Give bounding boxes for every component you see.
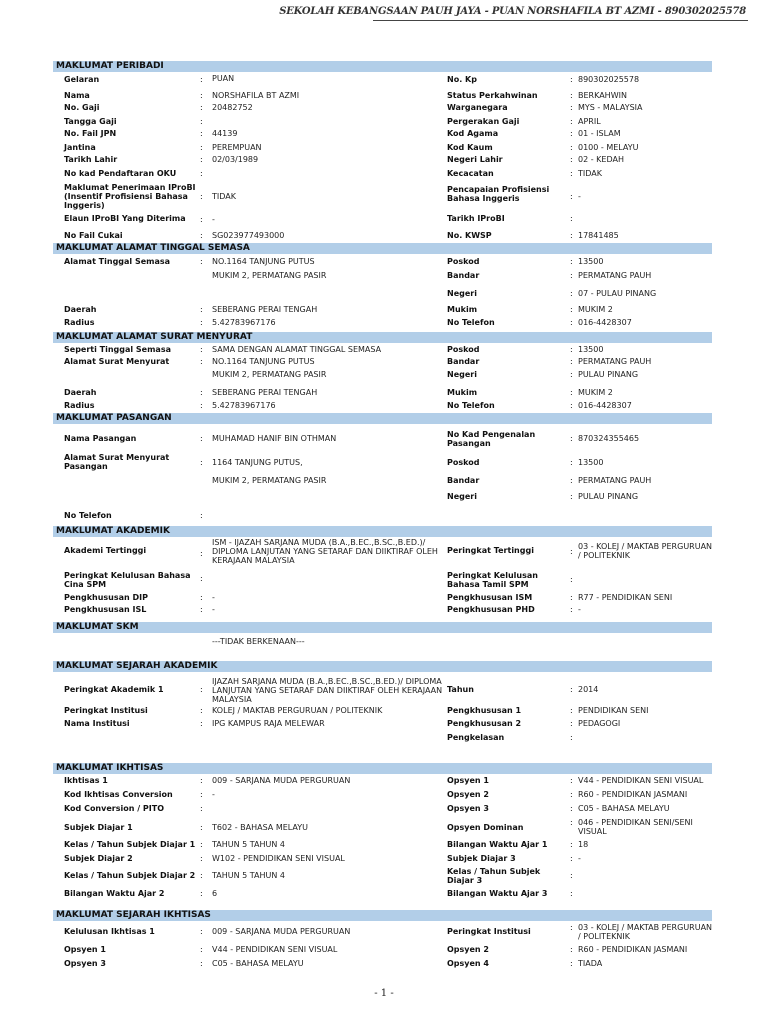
field-label-opsyen-2: Opsyen 2 [447, 945, 489, 954]
section-ikhtisas: MAKLUMAT IKHTISAS [53, 763, 712, 774]
field-label-bandar: Bandar [447, 357, 480, 366]
field-colon: : [200, 776, 203, 785]
field-value-bandar: PERMATANG PAUH [578, 476, 652, 485]
field-colon: : [570, 923, 573, 932]
field-colon: : [200, 549, 203, 558]
field-value-warganegara: MYS - MALAYSIA [578, 103, 643, 112]
field-value-radius: 5.42783967176 [212, 401, 276, 410]
field-label-pengkhususan-isl: Pengkhususan ISL [64, 605, 147, 614]
field-colon: : [570, 155, 573, 164]
field-label-poskod: Poskod [447, 257, 480, 266]
field-value-maklumat-penerimaan-iprobi-insentif-profisiensi-bahasa-inggeris: TIDAK [212, 192, 236, 201]
field-colon: : [200, 257, 203, 266]
field-colon: : [200, 169, 203, 178]
field-colon: : [200, 889, 203, 898]
field-label-opsyen-2: Opsyen 2 [447, 790, 489, 799]
field-value-peringkat-institusi: KOLEJ / MAKTAB PERGURUAN / POLITEKNIK [212, 706, 383, 715]
field-colon: : [570, 575, 573, 584]
field-label-opsyen-1: Opsyen 1 [64, 945, 106, 954]
field-value-poskod: 13500 [578, 458, 604, 467]
field-colon: : [200, 155, 203, 164]
field-colon: : [570, 871, 573, 880]
field-colon: : [570, 388, 573, 397]
field-colon: : [200, 318, 203, 327]
field-label-gelaran: Gelaran [64, 75, 100, 84]
field-colon: : [200, 605, 203, 614]
field-label-tangga-gaji: Tangga Gaji [64, 117, 117, 126]
field-value-elaun-iprobi-yang-diterima: - [212, 215, 215, 224]
field-value-kelas-tahun-subjek-diajar-1: TAHUN 5 TAHUN 4 [212, 840, 285, 849]
field-colon: : [200, 231, 203, 240]
field-label-daerah: Daerah [64, 305, 97, 314]
field-value-opsyen-1: V44 - PENDIDIKAN SENI VISUAL [212, 945, 338, 954]
field-label-alamat-surat-menyurat-pasangan: Alamat Surat Menyurat Pasangan [64, 453, 170, 471]
field-label-akademi-tertinggi: Akademi Tertinggi [64, 546, 147, 555]
field-value-status-perkahwinan: BERKAHWIN [578, 91, 627, 100]
field-label-bilangan-waktu-ajar-2: Bilangan Waktu Ajar 2 [64, 889, 165, 898]
section-skm: MAKLUMAT SKM [53, 622, 712, 633]
field-value-akademi-tertinggi: ISM - IJAZAH SARJANA MUDA (B.A.,B.EC.,B.SC.,B.ED.)/ DIPLOMA LANJUTAN YANG SETARAF DAN DIIKTIRAF OLEH KERAJAAN MALAYSIA [212, 538, 438, 565]
field-label-negeri-lahir: Negeri Lahir [447, 155, 503, 164]
field-colon: : [570, 271, 573, 280]
field-label-nama-pasangan: Nama Pasangan [64, 434, 137, 443]
field-value-continuation: MUKIM 2, PERMATANG PASIR [212, 370, 327, 379]
field-value-alamat-tinggal-semasa: NO.1164 TANJUNG PUTUS [212, 257, 315, 266]
field-value-opsyen-3: C05 - BAHASA MELAYU [212, 959, 304, 968]
field-value-radius: 5.42783967176 [212, 318, 276, 327]
field-value-kod-agama: 01 - ISLAM [578, 129, 621, 138]
field-colon: : [200, 719, 203, 728]
field-value-jantina: PEREMPUAN [212, 143, 262, 152]
field-value-tahun: 2014 [578, 685, 599, 694]
field-label-opsyen-1: Opsyen 1 [447, 776, 489, 785]
field-colon: : [570, 257, 573, 266]
field-value-no-fail-cukai: SG023977493000 [212, 231, 285, 240]
field-label-no-kad-pendaftaran-oku: No kad Pendaftaran OKU [64, 169, 177, 178]
field-value-opsyen-3: C05 - BAHASA MELAYU [578, 804, 670, 813]
field-value-kod-ikhtisas-conversion: - [212, 790, 215, 799]
field-label-opsyen-3: Opsyen 3 [447, 804, 489, 813]
field-colon: : [200, 91, 203, 100]
field-label-negeri: Negeri [447, 492, 477, 501]
field-label-peringkat-kelulusan-bahasa-tamil-spm: Peringkat Kelulusan Bahasa Tamil SPM [447, 571, 538, 589]
field-label-pengkhususan-phd: Pengkhususan PHD [447, 605, 535, 614]
field-colon: : [200, 790, 203, 799]
field-label-status-perkahwinan: Status Perkahwinan [447, 91, 538, 100]
field-colon: : [570, 117, 573, 126]
skm-note: ---TIDAK BERKENAAN--- [212, 637, 305, 646]
field-label-warganegara: Warganegara [447, 103, 508, 112]
field-value-subjek-diajar-1: T602 - BAHASA MELAYU [212, 823, 309, 832]
field-label-bandar: Bandar [447, 476, 480, 485]
field-colon: : [570, 733, 573, 742]
field-value-pengkhususan-isl: - [212, 605, 215, 614]
field-label-kelas-tahun-subjek-diajar-2: Kelas / Tahun Subjek Diajar 2 [64, 871, 196, 880]
field-value-bandar: PERMATANG PAUH [578, 271, 652, 280]
field-value-mukim: MUKIM 2 [578, 388, 613, 397]
section-akademik: MAKLUMAT AKADEMIK [53, 526, 712, 537]
field-label-opsyen-dominan: Opsyen Dominan [447, 823, 524, 832]
field-colon: : [200, 117, 203, 126]
field-colon: : [570, 345, 573, 354]
field-value-nama-institusi: IPG KAMPUS RAJA MELEWAR [212, 719, 325, 728]
field-label-kod-ikhtisas-conversion: Kod Ikhtisas Conversion [64, 790, 173, 799]
field-label-tarikh-lahir: Tarikh Lahir [64, 155, 118, 164]
field-label-pencapaian-profisiensi-bahasa-inggeris: Pencapaian Profisiensi Bahasa Inggeris [447, 185, 550, 203]
field-value-pengkhususan-phd: - [578, 605, 581, 614]
field-value-no-kp: 890302025578 [578, 75, 640, 84]
field-colon: : [570, 103, 573, 112]
field-label-pengkhususan-ism: Pengkhususan ISM [447, 593, 533, 602]
field-value-negeri: 07 - PULAU PINANG [578, 289, 657, 298]
field-value-no-kad-pengenalan-pasangan: 870324355465 [578, 434, 640, 443]
field-colon: : [200, 401, 203, 410]
field-colon: : [570, 889, 573, 898]
field-value-pencapaian-profisiensi-bahasa-inggeris: - [578, 192, 581, 201]
field-colon: : [570, 593, 573, 602]
header-rule [373, 20, 748, 21]
field-value-no-telefon: 016-4428307 [578, 318, 632, 327]
field-label-maklumat-penerimaan-iprobi-insentif-profisiensi-bahasa-inggeris: Maklumat Penerimaan IProBI (Insentif Profisiensi Bahasa Inggeris) [64, 183, 196, 210]
field-label-no-fail-jpn: No. Fail JPN [64, 129, 117, 138]
field-value-seperti-tinggal-semasa: SAMA DENGAN ALAMAT TINGGAL SEMASA [212, 345, 382, 354]
field-label-bilangan-waktu-ajar-1: Bilangan Waktu Ajar 1 [447, 840, 548, 849]
field-label-subjek-diajar-2: Subjek Diajar 2 [64, 854, 133, 863]
field-value-pengkhususan-1: PENDIDIKAN SENI [578, 706, 649, 715]
field-colon: : [570, 492, 573, 501]
field-value-pengkhususan-dip: - [212, 593, 215, 602]
field-colon: : [200, 215, 203, 224]
field-label-alamat-tinggal-semasa: Alamat Tinggal Semasa [64, 257, 171, 266]
field-label-subjek-diajar-3: Subjek Diajar 3 [447, 854, 516, 863]
field-colon: : [570, 804, 573, 813]
field-label-jantina: Jantina [64, 143, 96, 152]
field-label-alamat-surat-menyurat: Alamat Surat Menyurat [64, 357, 170, 366]
field-colon: : [570, 434, 573, 443]
field-colon: : [570, 318, 573, 327]
field-value-ikhtisas-1: 009 - SARJANA MUDA PERGURUAN [212, 776, 351, 785]
field-value-kecacatan: TIDAK [578, 169, 602, 178]
field-label-kod-kaum: Kod Kaum [447, 143, 493, 152]
field-colon: : [200, 192, 203, 201]
field-value-nama: NORSHAFILA BT AZMI [212, 91, 300, 100]
field-label-opsyen-4: Opsyen 4 [447, 959, 489, 968]
field-colon: : [570, 685, 573, 694]
field-value-daerah: SEBERANG PERAI TENGAH [212, 305, 318, 314]
field-label-no-telefon: No Telefon [64, 511, 112, 520]
field-value-peringkat-akademik-1: IJAZAH SARJANA MUDA (B.A.,B.EC.,B.SC.,B.ED.)/ DIPLOMA LANJUTAN YANG SETARAF DAN DIIKTIRAF OLEH KERAJAAN MALAYSIA [212, 677, 443, 704]
field-value-opsyen-dominan: 046 - PENDIDIKAN SENI/SENI VISUAL [578, 818, 693, 836]
field-colon: : [570, 605, 573, 614]
field-colon: : [200, 345, 203, 354]
page-header [0, 0, 768, 28]
field-label-no-kwsp: No. KWSP [447, 231, 492, 240]
field-colon: : [200, 804, 203, 813]
field-label-peringkat-institusi: Peringkat Institusi [447, 927, 531, 936]
field-label-nama: Nama [64, 91, 90, 100]
field-colon: : [200, 103, 203, 112]
field-colon: : [570, 214, 573, 223]
field-label-no-fail-cukai: No Fail Cukai [64, 231, 123, 240]
field-value-no-kwsp: 17841485 [578, 231, 619, 240]
field-colon: : [200, 574, 203, 583]
field-value-bandar: PERMATANG PAUH [578, 357, 652, 366]
field-label-kelulusan-ikhtisas-1: Kelulusan Ikhtisas 1 [64, 927, 155, 936]
field-value-tarikh-lahir: 02/03/1989 [212, 155, 259, 164]
field-colon: : [570, 289, 573, 298]
field-value-negeri: PULAU PINANG [578, 492, 639, 501]
field-label-mukim: Mukim [447, 388, 478, 397]
field-value-continuation: MUKIM 2, PERMATANG PASIR [212, 476, 327, 485]
field-label-kecacatan: Kecacatan [447, 169, 494, 178]
field-value-pengkhususan-ism: R77 - PENDIDIKAN SENI [578, 593, 673, 602]
field-label-bandar: Bandar [447, 271, 480, 280]
field-colon: : [200, 458, 203, 467]
field-value-mukim: MUKIM 2 [578, 305, 613, 314]
field-value-pengkhususan-2: PEDAGOGI [578, 719, 621, 728]
field-label-opsyen-3: Opsyen 3 [64, 959, 106, 968]
field-value-alamat-surat-menyurat: NO.1164 TANJUNG PUTUS [212, 357, 315, 366]
field-value-opsyen-1: V44 - PENDIDIKAN SENI VISUAL [578, 776, 704, 785]
section-peribadi: MAKLUMAT PERIBADI [53, 61, 712, 72]
field-colon: : [570, 129, 573, 138]
field-label-radius: Radius [64, 401, 95, 410]
field-label-tarikh-iprobi: Tarikh IProBI [447, 214, 505, 223]
field-value-no-fail-jpn: 44139 [212, 129, 238, 138]
field-label-poskod: Poskod [447, 345, 480, 354]
field-colon: : [570, 192, 573, 201]
field-colon: : [200, 840, 203, 849]
field-value-no-gaji: 20482752 [212, 103, 253, 112]
field-value-nama-pasangan: MUHAMAD HANIF BIN OTHMAN [212, 434, 337, 443]
field-label-ikhtisas-1: Ikhtisas 1 [64, 776, 108, 785]
section-sejarah-akademik: MAKLUMAT SEJARAH AKADEMIK [53, 661, 712, 672]
section-pasangan: MAKLUMAT PASANGAN [53, 413, 712, 424]
field-label-subjek-diajar-1: Subjek Diajar 1 [64, 823, 133, 832]
field-colon: : [200, 388, 203, 397]
field-value-kelulusan-ikhtisas-1: 009 - SARJANA MUDA PERGURUAN [212, 927, 351, 936]
field-colon: : [200, 927, 203, 936]
field-label-kod-conversion-pito: Kod Conversion / PITO [64, 804, 164, 813]
field-colon: : [570, 458, 573, 467]
field-colon: : [200, 685, 203, 694]
field-colon: : [570, 719, 573, 728]
section-alamat-surat: MAKLUMAT ALAMAT SURAT MENYURAT [53, 332, 712, 343]
field-label-no-telefon: No Telefon [447, 318, 495, 327]
field-colon: : [570, 706, 573, 715]
field-value-peringkat-tertinggi: 03 - KOLEJ / MAKTAB PERGURUAN / POLITEKNIK [578, 542, 713, 560]
field-value-subjek-diajar-3: - [578, 854, 581, 863]
field-value-poskod: 13500 [578, 257, 604, 266]
field-label-mukim: Mukim [447, 305, 478, 314]
field-colon: : [570, 401, 573, 410]
field-value-poskod: 13500 [578, 345, 604, 354]
field-colon: : [200, 511, 203, 520]
field-colon: : [570, 547, 573, 556]
field-colon: : [570, 370, 573, 379]
field-value-peringkat-institusi: 03 - KOLEJ / MAKTAB PERGURUAN / POLITEKNIK [578, 923, 713, 941]
field-colon: : [200, 75, 203, 84]
field-colon: : [200, 305, 203, 314]
page-number: - 1 - [374, 988, 394, 999]
field-label-bilangan-waktu-ajar-3: Bilangan Waktu Ajar 3 [447, 889, 548, 898]
field-value-kod-kaum: 0100 - MELAYU [578, 143, 639, 152]
field-colon: : [570, 91, 573, 100]
field-label-seperti-tinggal-semasa: Seperti Tinggal Semasa [64, 345, 171, 354]
field-label-daerah: Daerah [64, 388, 97, 397]
field-colon: : [570, 476, 573, 485]
field-colon: : [200, 434, 203, 443]
field-label-pengkelasan: Pengkelasan [447, 733, 505, 742]
field-label-tahun: Tahun [447, 685, 474, 694]
field-colon: : [200, 945, 203, 954]
field-value-negeri: PULAU PINANG [578, 370, 639, 379]
field-colon: : [200, 959, 203, 968]
field-colon: : [570, 776, 573, 785]
field-colon: : [200, 823, 203, 832]
field-label-pengkhususan-dip: Pengkhususan DIP [64, 593, 148, 602]
section-sejarah-ikhtisas: MAKLUMAT SEJARAH IKHTISAS [53, 910, 712, 921]
field-label-negeri: Negeri [447, 370, 477, 379]
field-colon: : [200, 854, 203, 863]
field-value-negeri-lahir: 02 - KEDAH [578, 155, 624, 164]
field-colon: : [570, 143, 573, 152]
field-value-gelaran: PUAN [212, 74, 235, 83]
field-value-kelas-tahun-subjek-diajar-2: TAHUN 5 TAHUN 4 [212, 871, 285, 880]
field-label-no-kp: No. Kp [447, 75, 477, 84]
field-value-opsyen-2: R60 - PENDIDIKAN JASMANI [578, 945, 688, 954]
field-label-peringkat-kelulusan-bahasa-cina-spm: Peringkat Kelulusan Bahasa Cina SPM [64, 571, 191, 589]
field-label-no-gaji: No. Gaji [64, 103, 100, 112]
field-label-poskod: Poskod [447, 458, 480, 467]
field-value-bilangan-waktu-ajar-2: 6 [212, 889, 218, 898]
field-colon: : [570, 790, 573, 799]
field-colon: : [570, 818, 573, 827]
section-alamat-tinggal: MAKLUMAT ALAMAT TINGGAL SEMASA [53, 243, 712, 254]
field-label-pengkhususan-2: Pengkhususan 2 [447, 719, 522, 728]
field-label-pergerakan-gaji: Pergerakan Gaji [447, 117, 520, 126]
field-value-no-telefon: 016-4428307 [578, 401, 632, 410]
field-colon: : [200, 871, 203, 880]
field-value-bilangan-waktu-ajar-1: 18 [578, 840, 589, 849]
field-label-radius: Radius [64, 318, 95, 327]
field-colon: : [570, 945, 573, 954]
field-colon: : [570, 854, 573, 863]
field-colon: : [570, 231, 573, 240]
field-colon: : [200, 129, 203, 138]
field-label-peringkat-tertinggi: Peringkat Tertinggi [447, 546, 534, 555]
field-value-subjek-diajar-2: W102 - PENDIDIKAN SENI VISUAL [212, 854, 345, 863]
field-label-peringkat-akademik-1: Peringkat Akademik 1 [64, 685, 164, 694]
field-label-pengkhususan-1: Pengkhususan 1 [447, 706, 522, 715]
field-value-alamat-surat-menyurat-pasangan: 1164 TANJUNG PUTUS, [212, 458, 303, 467]
field-colon: : [570, 169, 573, 178]
field-colon: : [200, 706, 203, 715]
field-label-elaun-iprobi-yang-diterima: Elaun IProBI Yang Diterima [64, 214, 186, 223]
field-colon: : [570, 840, 573, 849]
field-colon: : [200, 593, 203, 602]
field-colon: : [200, 143, 203, 152]
field-colon: : [570, 305, 573, 314]
field-colon: : [570, 75, 573, 84]
field-value-pergerakan-gaji: APRIL [578, 117, 601, 126]
field-value-opsyen-4: TIADA [578, 959, 603, 968]
field-label-nama-institusi: Nama Institusi [64, 719, 130, 728]
field-label-no-kad-pengenalan-pasangan: No Kad Pengenalan Pasangan [447, 430, 536, 448]
field-colon: : [570, 959, 573, 968]
header-title: SEKOLAH KEBANGSAAN PAUH JAYA - PUAN NORSHAFILA BT AZMI - 890302025578 [279, 6, 746, 17]
field-colon: : [570, 357, 573, 366]
field-value-daerah: SEBERANG PERAI TENGAH [212, 388, 318, 397]
field-label-kod-agama: Kod Agama [447, 129, 499, 138]
field-label-peringkat-institusi: Peringkat Institusi [64, 706, 148, 715]
field-value-continuation: MUKIM 2, PERMATANG PASIR [212, 271, 327, 280]
field-label-no-telefon: No Telefon [447, 401, 495, 410]
field-label-kelas-tahun-subjek-diajar-1: Kelas / Tahun Subjek Diajar 1 [64, 840, 196, 849]
field-value-opsyen-2: R60 - PENDIDIKAN JASMANI [578, 790, 688, 799]
field-colon: : [200, 357, 203, 366]
field-label-kelas-tahun-subjek-diajar-3: Kelas / Tahun Subjek Diajar 3 [447, 867, 541, 885]
field-label-negeri: Negeri [447, 289, 477, 298]
